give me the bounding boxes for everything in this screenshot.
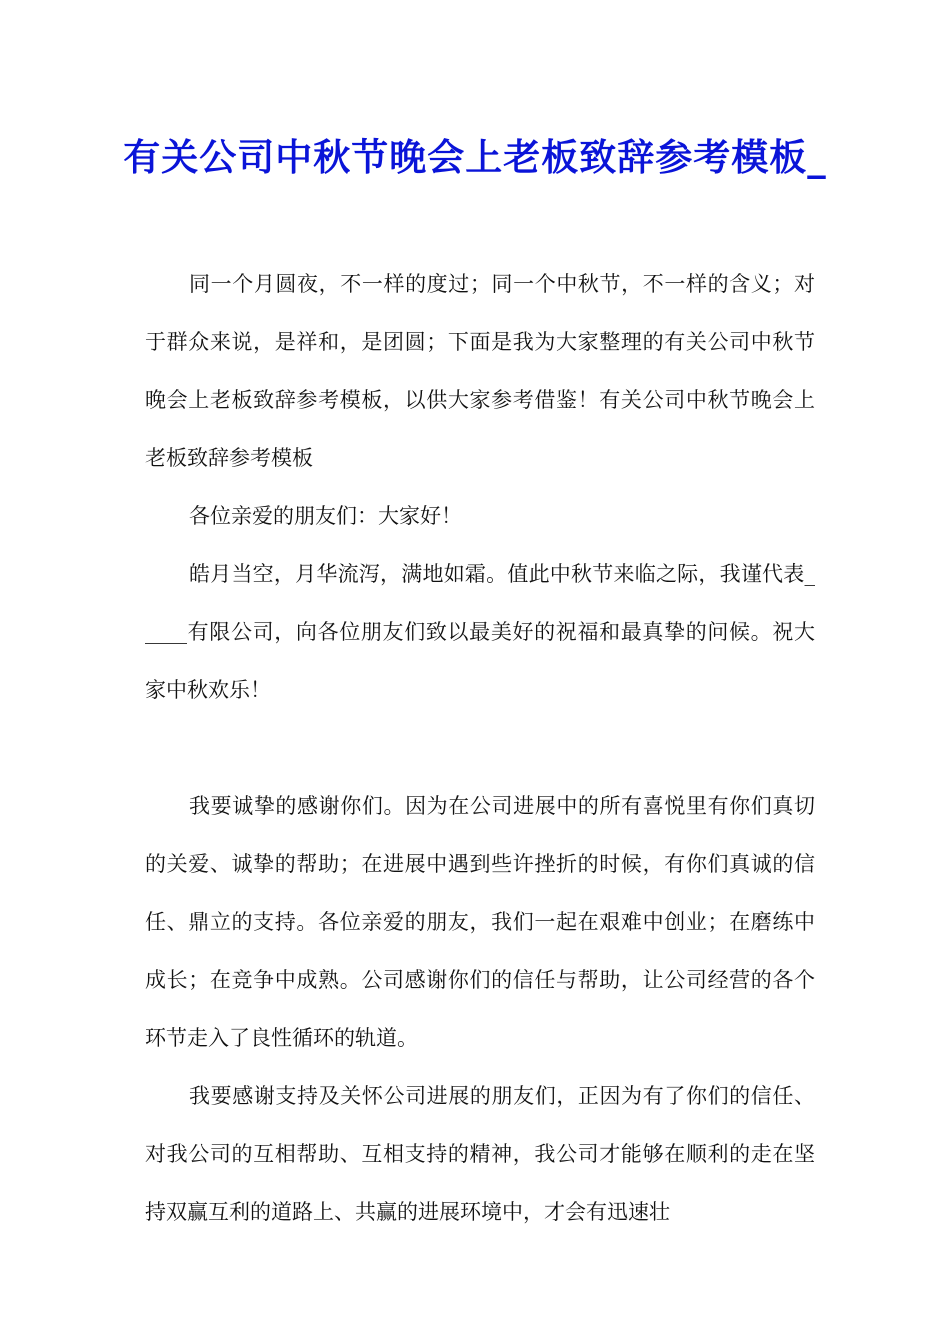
- document-body: [145, 255, 815, 1241]
- paragraph-intro: 同一个月圆夜，不一样的度过；同一个中秋节，不一样的含义；对于群众来说，是祥和，是团圆；下面是我为大家整理的有关公司中秋节晚会上老板致辞参考模板，以供大家参考借鉴！有关公司中秋节晚会上老板致辞参考模板: [145, 272, 815, 470]
- paragraph-thanks-employees: 我要诚挚的感谢你们。因为在公司进展中的所有喜悦里有你们真切的关爱、诚挚的帮助；在进展中遇到些许挫折的时候，有你们真诚的信任、鼎立的支持。各位亲爱的朋友，我们一起在艰难中创业；在磨练中成长；在竞争中成熟。公司感谢你们的信任与帮助，让公司经营的各个环节走入了良性循环的轨道。: [145, 794, 815, 1050]
- paragraph-greeting: 各位亲爱的朋友们：大家好！: [189, 504, 462, 528]
- paragraph-thanks-friends: 我要感谢支持及关怀公司进展的朋友们，正因为有了你们的信任、对我公司的互相帮助、互相支持的精神，我公司才能够在顺利的走在坚持双赢互利的道路上、共赢的进展环境中，才会有迅速壮: [145, 1084, 815, 1224]
- blank-line: [145, 719, 815, 777]
- paragraph-blessing: 皓月当空，月华流泻，满地如霜。值此中秋节来临之际，我谨代表_____有限公司，向各位朋友们致以最美好的祝福和最真挚的问候。祝大家中秋欢乐！: [145, 562, 815, 702]
- document-title: 有关公司中秋节晚会上老板致辞参考模板_: [123, 135, 827, 179]
